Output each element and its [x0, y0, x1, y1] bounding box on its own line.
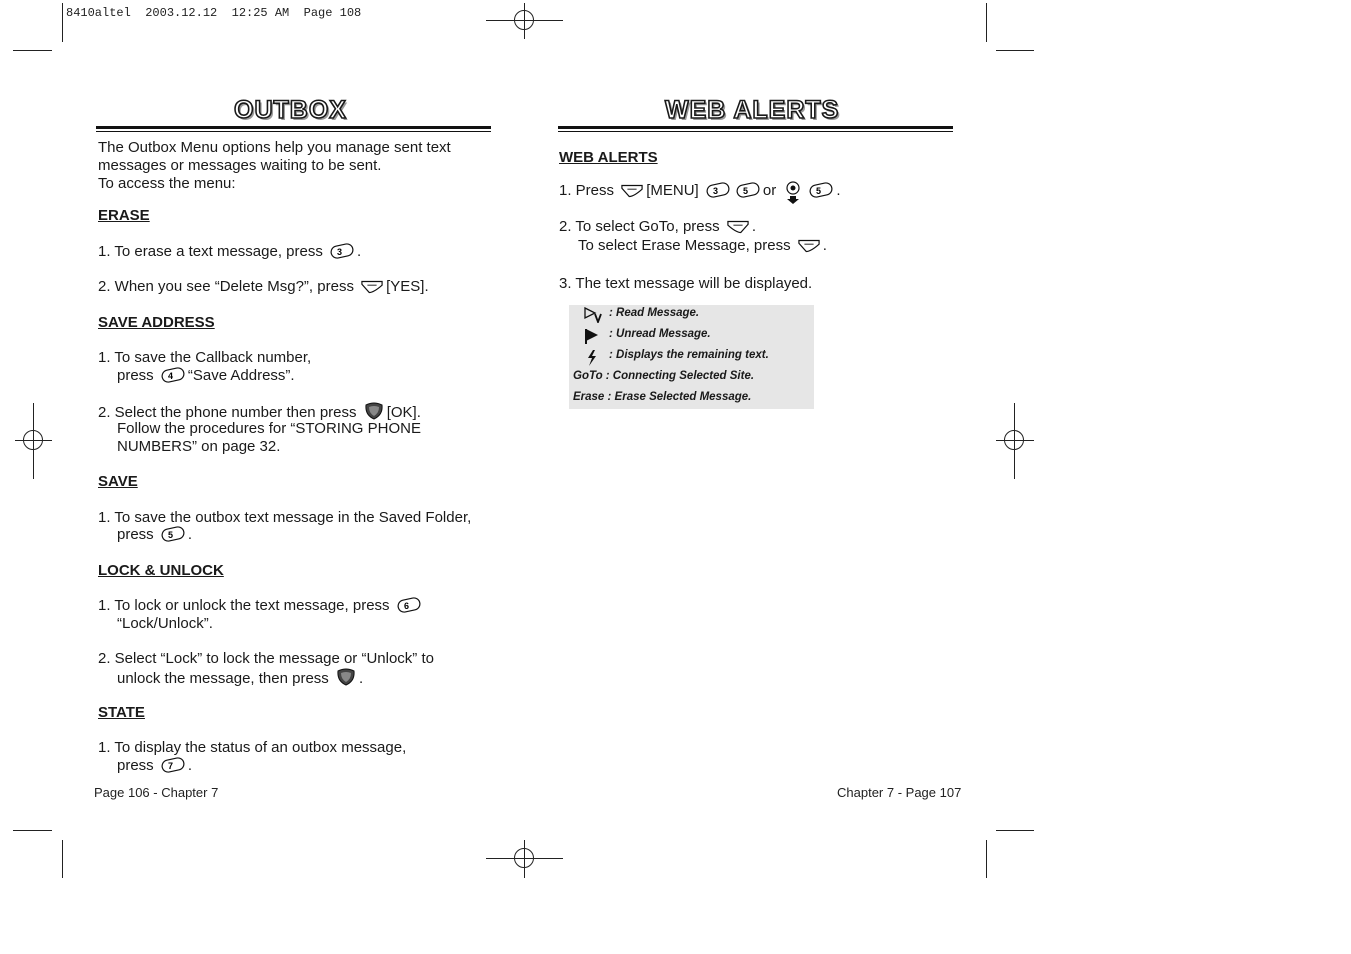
intro-line-2: messages or messages waiting to be sent.: [98, 157, 382, 174]
number-key-5-icon: [161, 526, 185, 542]
lock-step-2-line-1: 2. Select “Lock” to lock the message or “Unlock” to: [98, 650, 434, 667]
read-message-icon: [583, 307, 603, 323]
svg-text:5: 5: [816, 186, 822, 196]
number-key-7-icon: [161, 757, 185, 773]
ok-key-icon: [336, 668, 356, 686]
print-slug: 8410altel 2003.12.12 12:25 AM Page 108: [66, 6, 362, 20]
title-rule-thin: [558, 131, 953, 132]
svg-text:4: 4: [167, 371, 173, 381]
lock-step-1-line-2: “Lock/Unlock”.: [117, 615, 213, 632]
svg-text:5: 5: [742, 186, 748, 196]
number-key-4-icon: [161, 367, 185, 383]
svg-text:3: 3: [712, 186, 718, 196]
title-rule: [96, 126, 491, 129]
page-title-web-alerts: WEB ALERTS: [665, 96, 840, 124]
unread-message-icon: [583, 327, 601, 345]
svg-text:7: 7: [167, 761, 173, 771]
number-key-5-icon: [736, 182, 760, 198]
heading-lock-unlock: LOCK & UNLOCK: [98, 562, 224, 579]
nav-key-down-icon: [783, 181, 803, 205]
heading-save: SAVE: [98, 473, 138, 490]
save-address-step-1-line-2: press 4 “Save Address”.: [117, 367, 295, 384]
erase-step-1: 1. To erase a text message, press 3 .: [98, 243, 362, 260]
intro-line-3: To access the menu:: [98, 175, 236, 192]
svg-text:5: 5: [167, 530, 173, 540]
heading-web-alerts: WEB ALERTS: [559, 149, 658, 166]
state-step-1-line-1: 1. To display the status of an outbox message,: [98, 739, 407, 756]
intro-line-1: The Outbox Menu options help you manage sent text: [98, 139, 451, 156]
soft-key-icon: [621, 184, 643, 198]
save-step-1-line-1: 1. To save the outbox text message in the Saved Folder,: [98, 509, 472, 526]
number-key-5-icon: [809, 182, 833, 198]
erase-step-2: 2. When you see “Delete Msg?”, press [YES].: [98, 278, 429, 295]
svg-text:3: 3: [337, 247, 343, 257]
state-step-1-line-2: press 7 .: [117, 757, 193, 774]
save-address-step-2-line-2: Follow the procedures for “STORING PHONE: [117, 420, 421, 437]
title-rule: [558, 126, 953, 129]
heading-erase: ERASE: [98, 207, 150, 224]
legend-read: : Read Message.: [609, 307, 700, 319]
web-step-2-line-1: 2. To select GoTo, press .: [559, 218, 756, 235]
number-key-3-icon: [330, 243, 354, 259]
number-key-6-icon: [397, 597, 421, 613]
web-step-3: 3. The text message will be displayed.: [559, 275, 813, 292]
right-page-footer: Chapter 7 - Page 107: [837, 785, 962, 800]
legend-erase: Erase : Erase Selected Message.: [573, 391, 752, 403]
save-address-step-1-line-1: 1. To save the Callback number,: [98, 349, 312, 366]
number-key-3-icon: [706, 182, 730, 198]
legend-remaining: : Displays the remaining text.: [609, 349, 769, 361]
page-title-outbox: OUTBOX: [234, 96, 347, 124]
ok-key-icon: [364, 402, 384, 420]
remaining-text-icon: [585, 349, 599, 367]
soft-key-icon: [798, 239, 820, 253]
soft-key-icon: [361, 280, 383, 294]
web-step-1: 1. Press [MENU] 3 5 or 5 .: [559, 181, 841, 205]
save-address-step-2-line-1: 2. Select the phone number then press [OK].: [98, 404, 421, 421]
svg-text:6: 6: [403, 601, 409, 611]
legend-goto: GoTo : Connecting Selected Site.: [573, 370, 755, 382]
web-step-2-line-2: To select Erase Message, press .: [578, 237, 827, 254]
save-step-1-line-2: press 5 .: [117, 526, 193, 543]
heading-state: STATE: [98, 704, 145, 721]
icon-legend-box: [569, 305, 814, 409]
left-page-footer: Page 106 - Chapter 7: [94, 785, 219, 800]
soft-key-right-icon: [727, 220, 749, 234]
heading-save-address: SAVE ADDRESS: [98, 314, 215, 331]
title-rule-thin: [96, 131, 491, 132]
save-address-step-2-line-3: NUMBERS” on page 32.: [117, 438, 281, 455]
lock-step-2-line-2: unlock the message, then press .: [117, 670, 364, 687]
lock-step-1-line-1: 1. To lock or unlock the text message, press 6: [98, 597, 424, 615]
legend-unread: : Unread Message.: [609, 328, 711, 340]
